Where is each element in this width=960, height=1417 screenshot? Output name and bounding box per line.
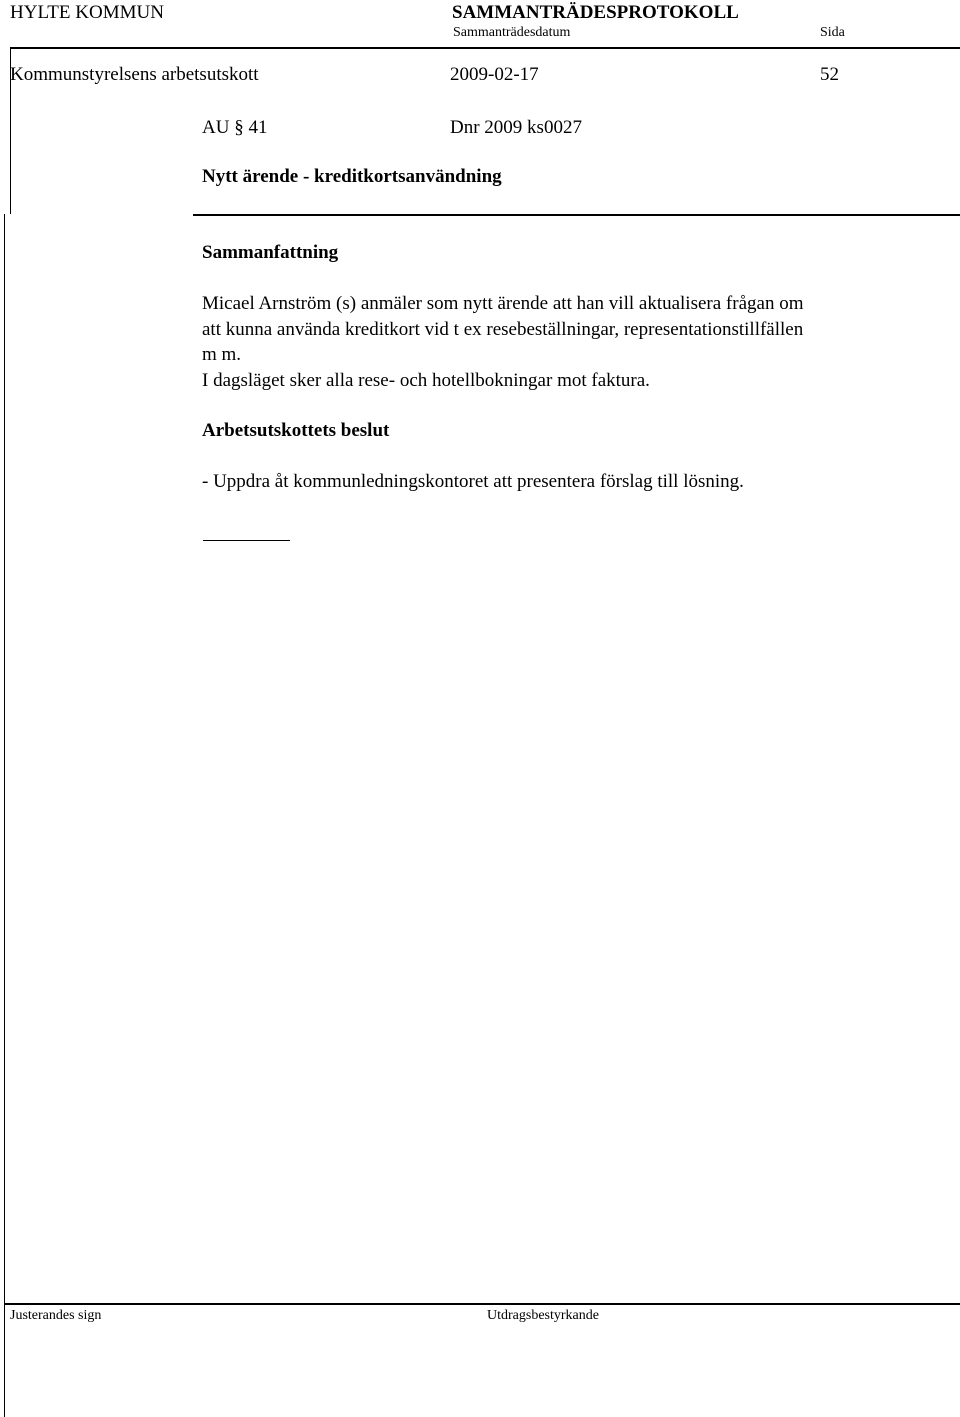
page-label: Sida: [820, 25, 845, 40]
paragraph-reference: AU § 41: [202, 117, 268, 138]
summary-line: I dagsläget sker alla rese- och hotellbokningar mot faktura.: [202, 369, 650, 391]
decision-heading: Arbetsutskottets beslut: [202, 420, 390, 441]
end-of-item-rule: [203, 540, 290, 541]
summary-line: att kunna använda kreditkort vid t ex resebeställningar, representationstillfällen: [202, 318, 804, 340]
left-margin-line: [4, 214, 5, 1417]
summary-text: [202, 291, 922, 393]
document-type: SAMMANTRÄDESPROTOKOLL: [452, 2, 739, 23]
summary-line: Micael Arnström (s) anmäler som nytt ärende att han vill aktualisera frågan om: [202, 293, 804, 314]
item-title: Nytt ärende - kreditkortsanvändning: [202, 166, 502, 187]
page-number: 52: [820, 64, 839, 85]
decision-text: - Uppdra åt kommunledningskontoret att presentera förslag till lösning.: [202, 471, 744, 492]
date-label: Sammanträdesdatum: [453, 25, 571, 40]
summary-heading: Sammanfattning: [202, 242, 339, 263]
extract-certification-label: Utdragsbestyrkande: [487, 1308, 599, 1323]
title-divider: [193, 214, 960, 216]
meeting-date: 2009-02-17: [450, 64, 539, 85]
committee-name: Kommunstyrelsens arbetsutskott: [10, 64, 259, 85]
diary-number: Dnr 2009 ks0027: [450, 117, 582, 138]
summary-line: m m.: [202, 344, 242, 365]
header-divider: [10, 47, 960, 49]
organization-name: HYLTE KOMMUN: [10, 2, 164, 23]
footer-divider: [4, 1303, 960, 1305]
justifier-signature-label: Justerandes sign: [10, 1308, 102, 1323]
